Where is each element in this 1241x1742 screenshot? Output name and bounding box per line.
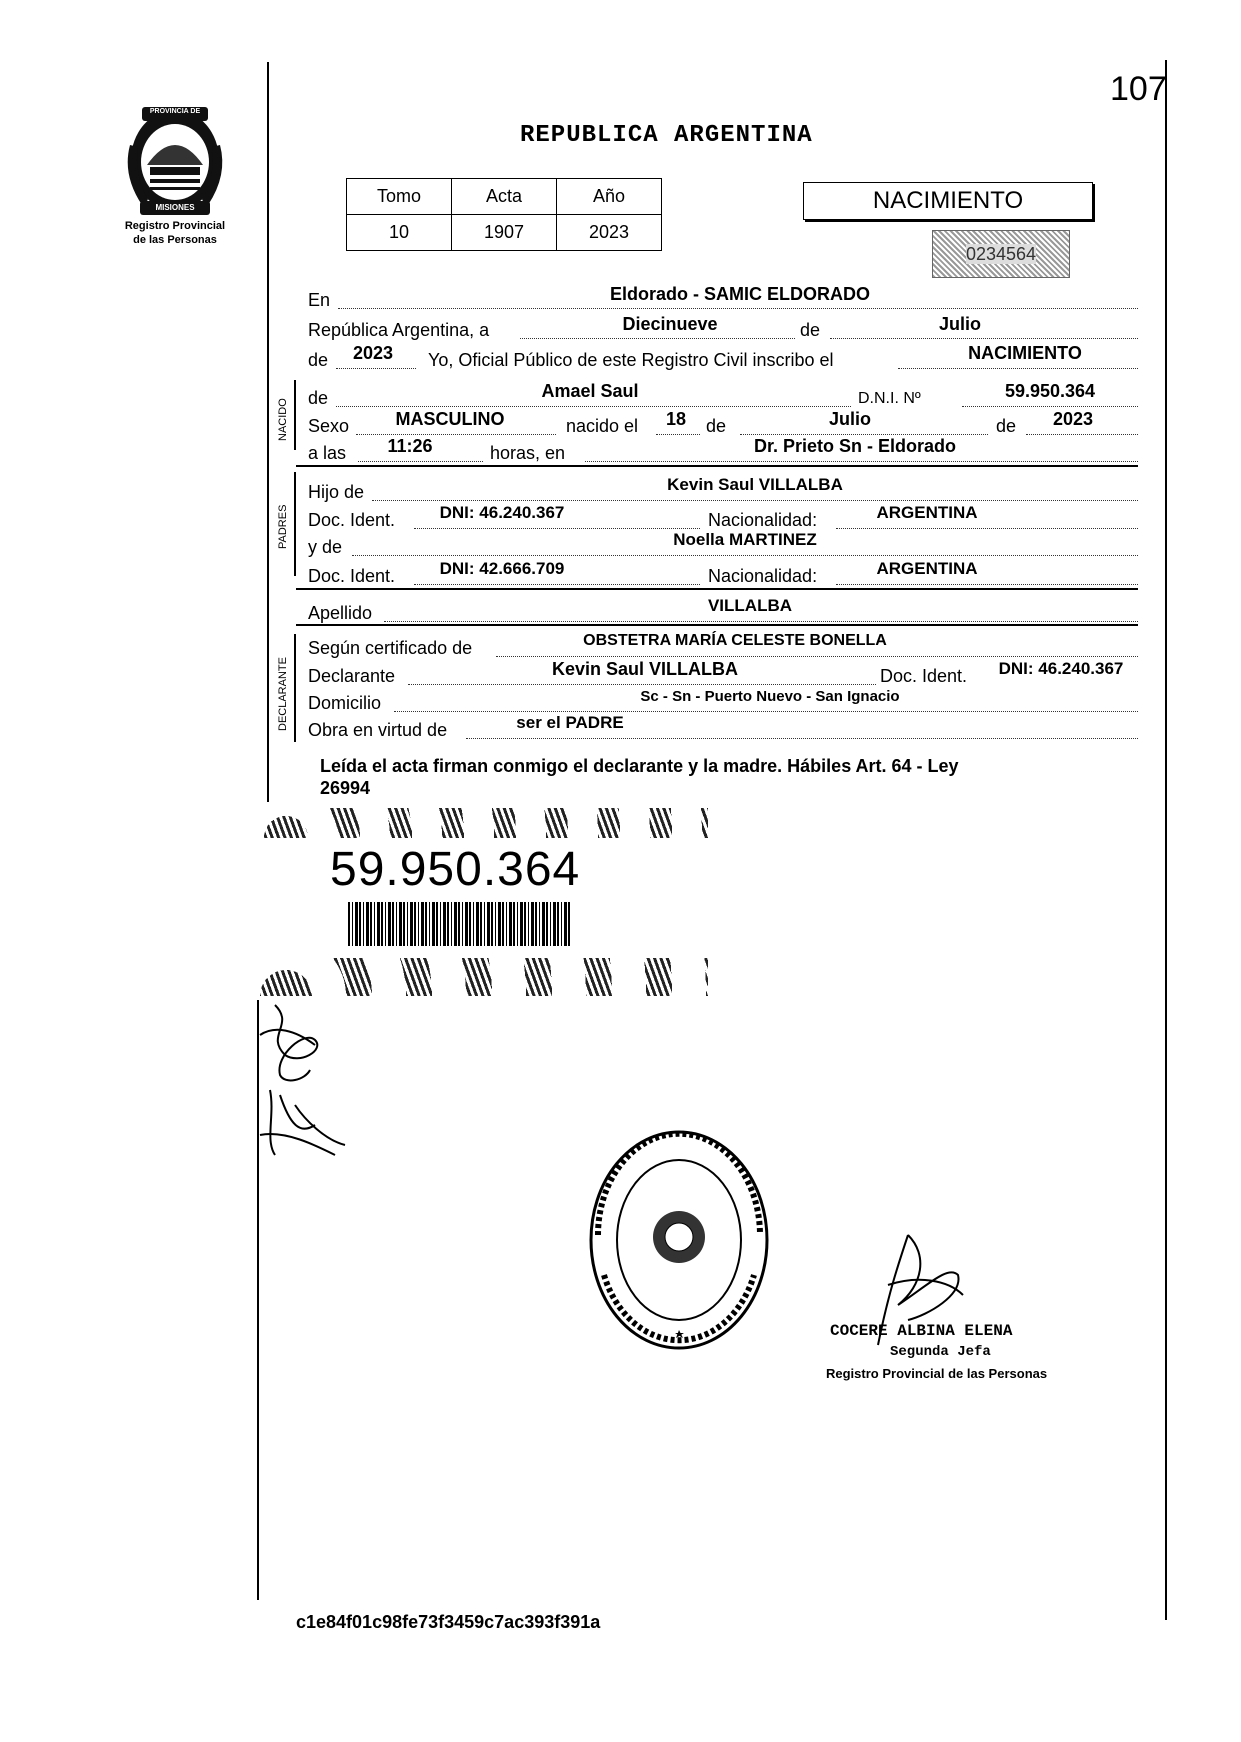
hijo-de-label: Hijo de	[308, 482, 365, 502]
nacido-el-label: nacido el	[566, 416, 639, 436]
nac-de-label: de	[706, 416, 727, 436]
declarante-bracket	[294, 634, 296, 742]
nac-month: Julio	[828, 409, 871, 429]
table-value-acta: 1907	[452, 215, 557, 251]
month-value: Julio	[938, 314, 981, 334]
inscribo-value: NACIMIENTO	[968, 343, 1082, 363]
logo-emblem-text-bottom: MISIONES	[155, 203, 195, 212]
year-value: 2023	[352, 343, 394, 363]
closing-text-line1: Leída el acta firman conmigo el declarante y la madre. Hábiles Art. 64 - Ley	[320, 756, 959, 776]
madre-nacionalidad: ARGENTINA	[876, 559, 978, 578]
table-value-ano: 2023	[557, 215, 662, 251]
declarante-value: Kevin Saul VILLALBA	[551, 659, 739, 679]
padres-divider	[296, 588, 1138, 590]
y-de-label: y de	[308, 537, 343, 557]
republica-label: República Argentina, a	[308, 320, 490, 340]
padre-doc: DNI: 46.240.367	[439, 503, 565, 522]
control-stamp	[932, 230, 1070, 278]
en-value: Eldorado - SAMIC ELDORADO	[610, 284, 870, 304]
lugar-value: Dr. Prieto Sn - Eldorado	[753, 436, 957, 456]
day-value: Diecinueve	[622, 314, 718, 334]
obra-value: ser el PADRE	[516, 713, 624, 732]
de2-label: de	[308, 350, 329, 370]
apellido-label: Apellido	[308, 603, 373, 623]
dni-value: 59.950.364	[1004, 381, 1096, 401]
declarante-label: Declarante	[308, 666, 396, 686]
signatory-role: Segunda Jefa	[890, 1344, 991, 1360]
closing-text-line2: 26994	[320, 778, 371, 798]
madre-doc-label: Doc. Ident.	[308, 566, 396, 586]
hora-value: 11:26	[387, 436, 433, 456]
logo-caption-line1: Registro Provincial	[124, 220, 226, 232]
padre-name: Kevin Saul VILLALBA	[667, 475, 843, 494]
record-type: NACIMIENTO	[872, 187, 1024, 214]
page-number: 107	[1110, 70, 1167, 108]
section-nacido: NACIDO	[277, 398, 289, 441]
dni-strip-bottom-pattern	[258, 958, 708, 996]
table-header-ano: Año	[557, 179, 662, 215]
nac-day: 18	[665, 409, 687, 429]
declarante-doc-label: Doc. Ident.	[880, 666, 968, 686]
section-padres: PADRES	[277, 504, 289, 549]
padre-doc-label: Doc. Ident.	[308, 510, 396, 530]
table-header-acta: Acta	[452, 179, 557, 215]
dni-strip-top-pattern	[258, 808, 708, 838]
domicilio-label: Domicilio	[308, 693, 382, 713]
logo-emblem-text-top: PROVINCIA DE	[149, 108, 201, 115]
signature-declarante-icon	[255, 995, 365, 1165]
sexo-label: Sexo	[308, 416, 350, 436]
madre-doc: DNI: 42.666.709	[439, 559, 565, 578]
padres-bracket	[294, 472, 296, 576]
domicilio-value: Sc - Sn - Puerto Nuevo - San Ignacio	[640, 688, 900, 705]
stamp-code: 0234564	[965, 244, 1037, 264]
nombre-value: Amael Saul	[541, 381, 639, 401]
big-dni-number: 59.950.364	[330, 843, 581, 896]
sexo-value: MASCULINO	[395, 409, 505, 429]
padre-nac-label: Nacionalidad:	[708, 510, 818, 530]
table-value-tomo: 10	[347, 215, 452, 251]
reference-table	[346, 178, 662, 251]
document-title: REPUBLICA ARGENTINA	[520, 122, 813, 149]
nombre-label: de	[308, 388, 329, 408]
right-margin-line	[1165, 60, 1167, 1620]
apellido-value: VILLALBA	[707, 596, 793, 615]
segun-label: Según certificado de	[308, 638, 473, 658]
signatory-office: Registro Provincial de las Personas	[826, 1366, 1048, 1381]
section-declarante: DECLARANTE	[277, 657, 289, 731]
registry-logo	[120, 105, 230, 217]
table-header-tomo: Tomo	[347, 179, 452, 215]
apellido-divider	[296, 624, 1138, 626]
de-label: de	[800, 320, 821, 340]
nac-de2-label: de	[996, 416, 1017, 436]
inscribo-label: Yo, Oficial Público de este Registro Civil inscribo el	[428, 350, 834, 370]
dni-label: D.N.I. Nº	[858, 390, 921, 407]
provincial-emblem-icon	[120, 105, 230, 217]
record-type-box	[803, 182, 1093, 220]
padre-nacionalidad: ARGENTINA	[876, 503, 978, 522]
segun-value: OBSTETRA MARÍA CELESTE BONELLA	[583, 632, 887, 649]
nacido-bracket	[294, 380, 296, 450]
horas-en-label: horas, en	[490, 443, 566, 463]
nacido-divider	[296, 465, 1138, 467]
en-label: En	[308, 290, 331, 310]
declarante-doc: DNI: 46.240.367	[998, 659, 1124, 678]
a-las-label: a las	[308, 443, 347, 463]
madre-name: Noella MARTINEZ	[673, 530, 817, 549]
logo-caption-line2: de las Personas	[133, 234, 217, 246]
left-margin-line	[267, 62, 269, 802]
nac-year: 2023	[1052, 409, 1094, 429]
document-hash: c1e84f01c98fe73f3459c7ac393f391a	[296, 1612, 601, 1632]
official-seal-icon	[584, 1125, 774, 1355]
madre-nac-label: Nacionalidad:	[708, 566, 818, 586]
signatory-name: COCERE ALBINA ELENA	[830, 1322, 1013, 1340]
obra-label: Obra en virtud de	[308, 720, 448, 740]
barcode	[348, 902, 572, 946]
